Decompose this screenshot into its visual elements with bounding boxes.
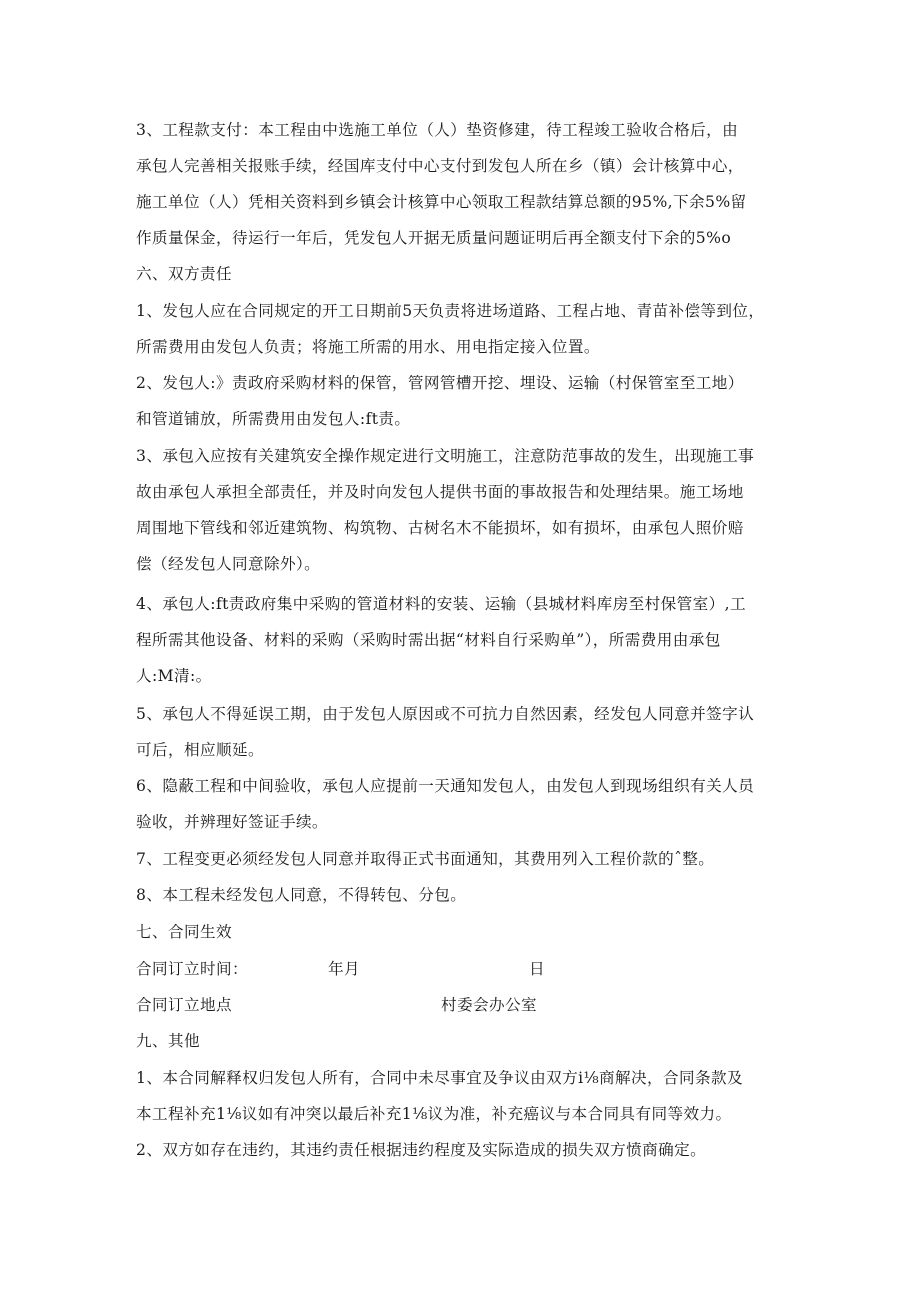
clause-3-line-1: 3、承包入应按有关建筑安全操作规定进行文明施工，注意防范事故的发生，出现施工事 (136, 447, 755, 465)
clause-1-line-2: 所需费用由发包人负责；将施工所需的用水、用电指定接入位置。 (136, 338, 600, 356)
clause-2-line-2: 和管道铺放，所需费用由发包人:ft责。 (136, 410, 411, 428)
section-heading-other: 九、其他 (136, 1032, 200, 1050)
clause-6-line-2: 验收，并辨理好签证手续。 (136, 813, 328, 831)
other-clause-2-line-1: 2、双方如存在违约，其违约责任根据违约程度及实际造成的损失双方愤商确定。 (136, 1141, 707, 1159)
payment-clause-line-2: 承包人完善相关报账手续，经国库支付中心支付到发包人所在乡（镇）会计核算中心， (136, 157, 744, 175)
contract-place-value: 村委会办公室 (441, 996, 537, 1014)
payment-clause-line-1: 3、工程款支付：本工程由中选施工单位（人）垫资修建，待工程竣工验收合格后，由 (136, 121, 739, 139)
clause-3-line-4: 偿（经发包人同意除外）。 (136, 555, 321, 573)
clause-5-line-2: 可后，相应顺延。 (136, 741, 264, 759)
other-clause-1-line-2: 本工程补充1⅛议如有冲突以最后补充1⅛议为准，补充癌议与本合同具有同等效力。 (136, 1105, 732, 1123)
contract-date-day: 日 (529, 960, 545, 978)
section-heading-contract-effect: 七、合同生效 (136, 923, 232, 941)
other-clause-1-line-1: 1、本合同解释权归发包人所有，合同中未尽事宜及争议由双方i⅛商解决，合同条款及 (136, 1069, 743, 1087)
clause-5-line-1: 5、承包人不得延误工期，由于发包人原因或不可抗力自然因素，经发包人同意并签字认 (136, 705, 755, 723)
contract-date-label: 合同订立时间： (136, 960, 248, 978)
clause-3-line-2: 故由承包人承担全部责任，并及时向发包人提供书面的事故报告和处理结果。施工场地 (136, 483, 744, 501)
contract-date-year-month: 年月 (328, 960, 360, 978)
clause-8-line-1: 8、本工程未经发包人同意，不得转包、分包。 (136, 886, 467, 904)
payment-clause-line-4: 作质量保金，待运行一年后，凭发包人开据无质量问题证明后再全额支付下余的5%o (136, 229, 732, 247)
clause-4-line-3: 人:M清:。 (136, 667, 212, 685)
clause-4-line-2: 程所需其他设备、材料的采购（采购时需出据“材料自行采购单”），所需费用由承包 (136, 631, 721, 649)
clause-4-line-1: 4、承包人:ft责政府集中采购的管道材料的安装、运输（县城材料库房至村保管室）,工 (136, 595, 746, 613)
clause-3-line-3: 周围地下管线和邻近建筑物、构筑物、古树名木不能损坏，如有损坏，由承包人照价赔 (136, 519, 744, 537)
section-heading-responsibilities: 六、双方责任 (136, 265, 232, 283)
clause-2-line-1: 2、发包人:》责政府采购材料的保管，管网管槽开挖、埋设、运输（村保管室至工地） (136, 374, 744, 392)
clause-1-line-1: 1、发包人应在合同规定的开工日期前5天负责将进场道路、工程占地、青苗补偿等到位， (136, 302, 765, 320)
payment-clause-line-3: 施工单位（人）凭相关资料到乡镇会计核算中心领取工程款结算总额的95%,下余5%留 (136, 193, 747, 211)
clause-6-line-1: 6、隐蔽工程和中间验收，承包人应提前一天通知发包人，由发包人到现场组织有关人员 (136, 777, 755, 795)
clause-7-line-1: 7、工程变更必须经发包人同意并取得正式书面通知，其费用列入工程价款的ˆ整。 (136, 850, 715, 868)
contract-place-label: 合同订立地点 (136, 996, 232, 1014)
